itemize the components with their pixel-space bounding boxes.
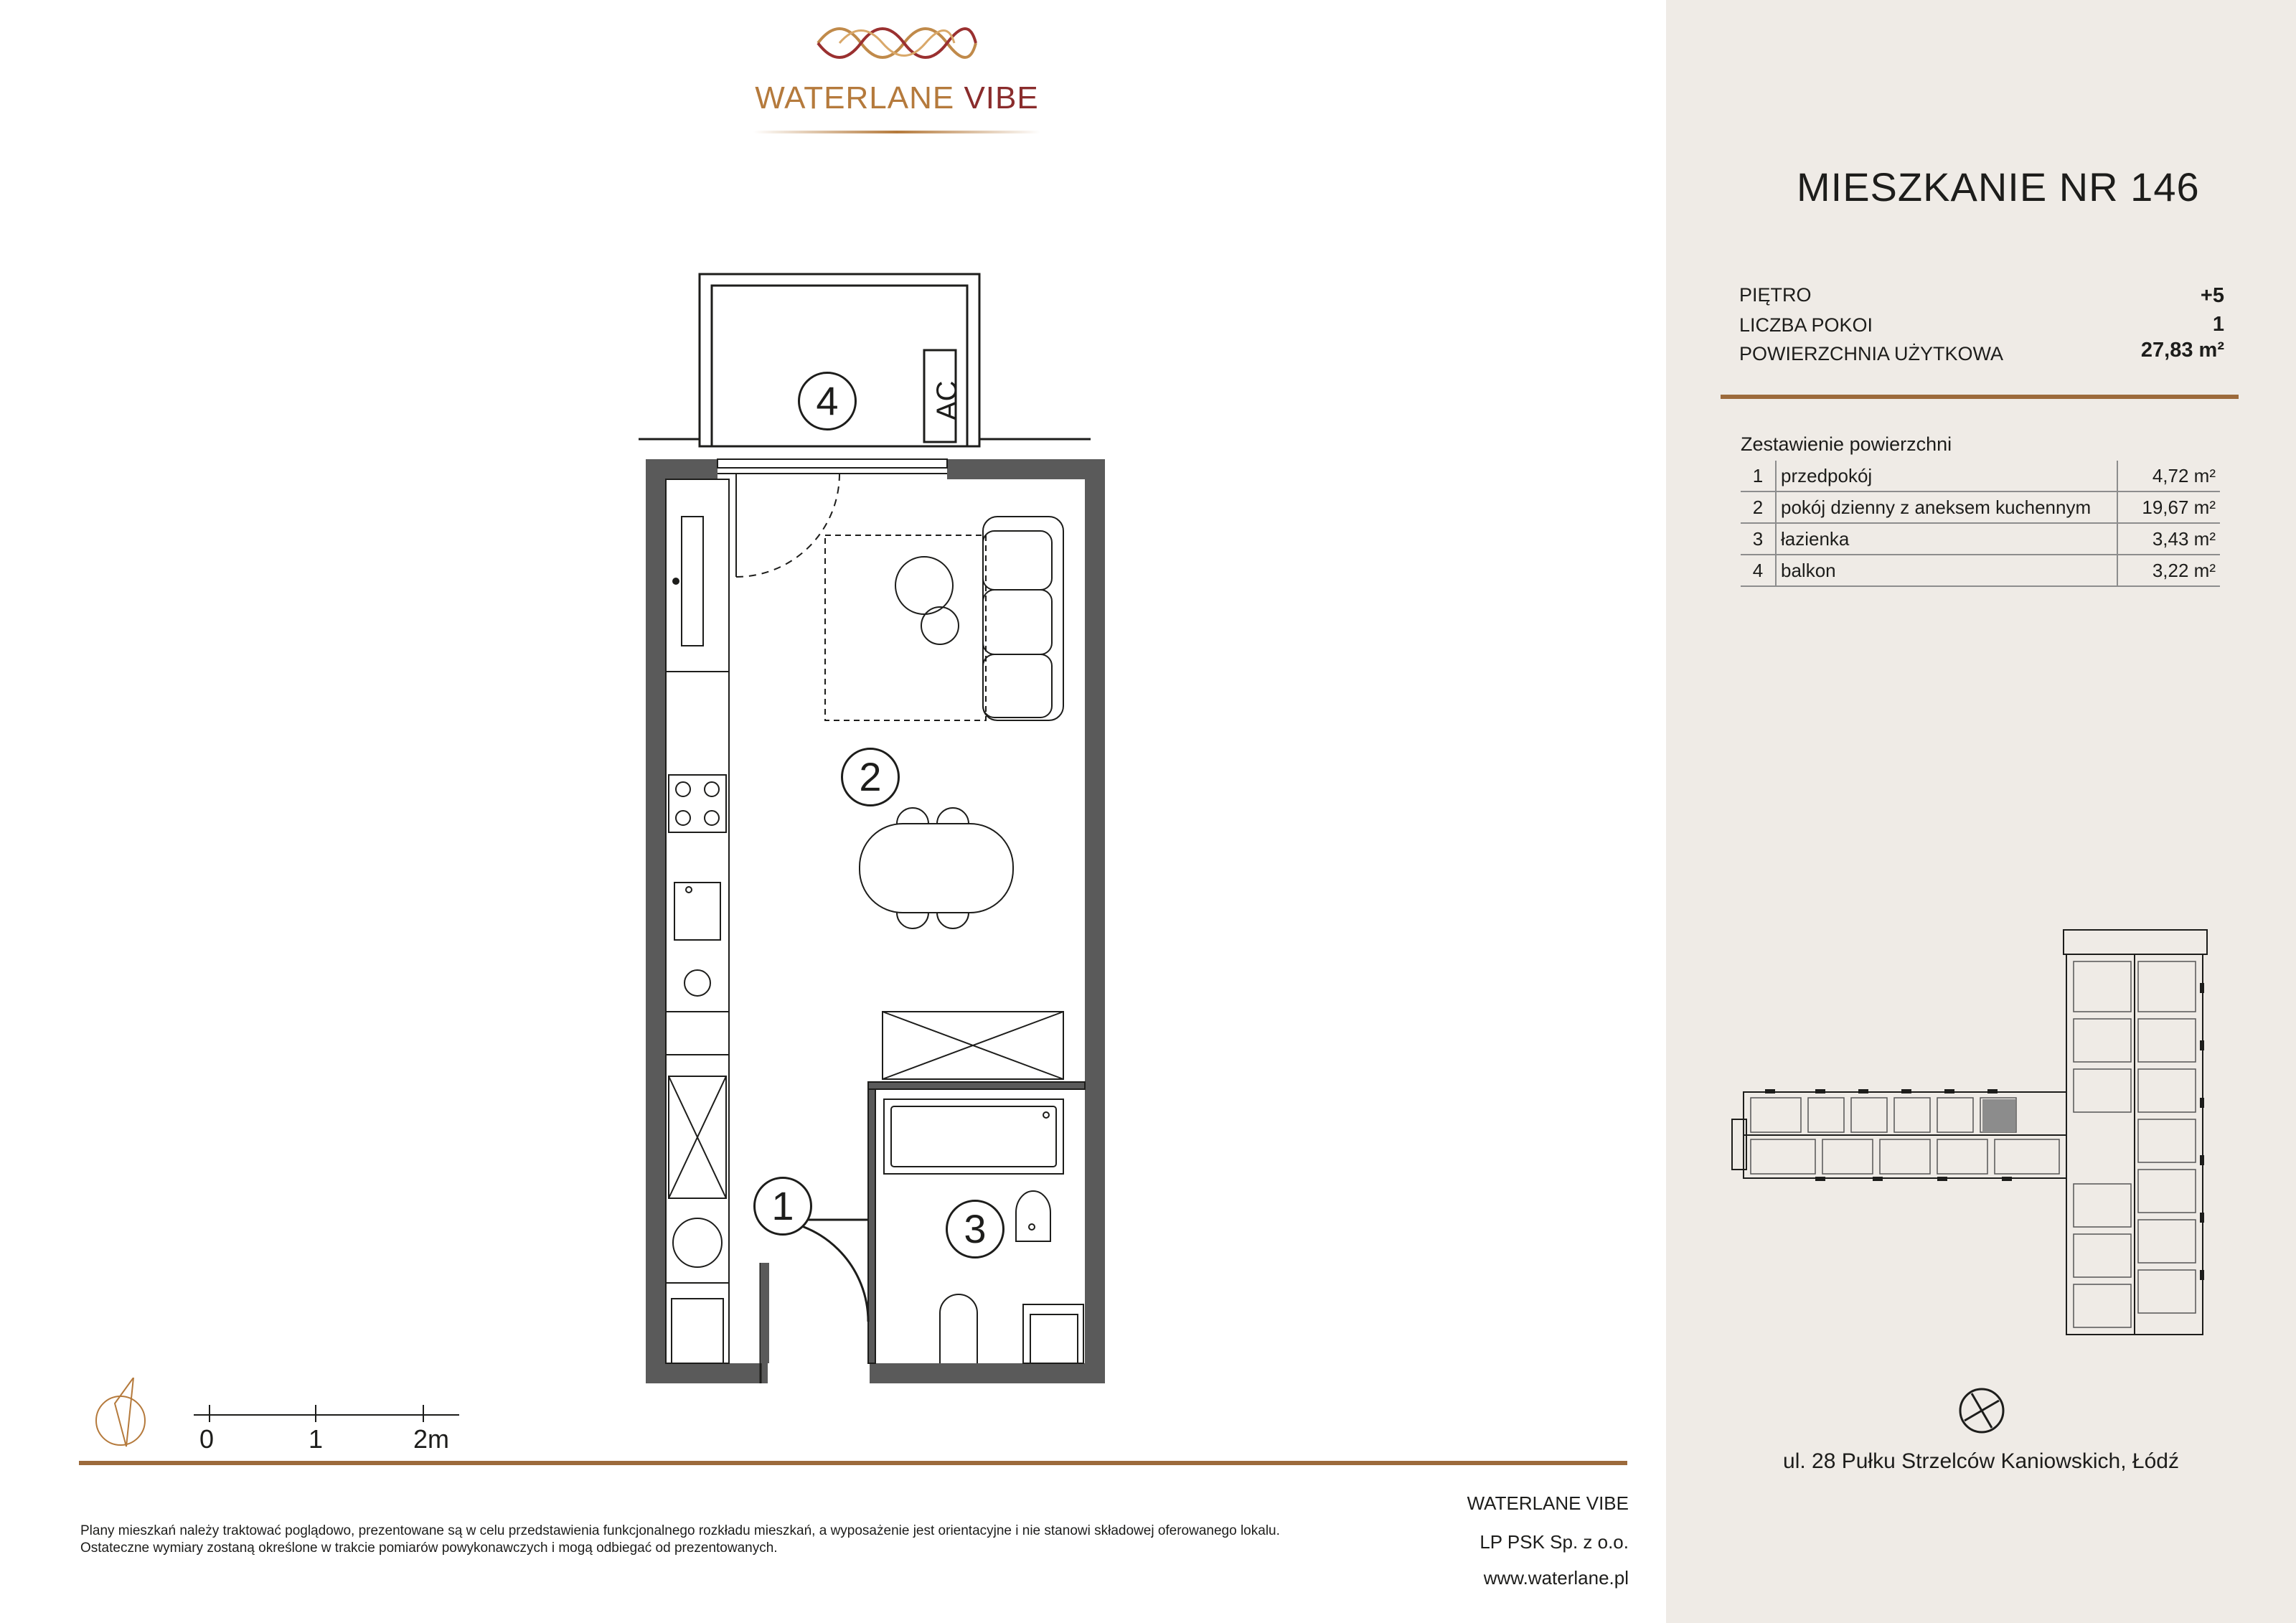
spec-area-value: 27,83 m² (2140, 339, 2224, 362)
areas-heading: Zestawienie powierzchni (1741, 433, 1952, 455)
room-number: 3 (1741, 523, 1776, 555)
room-name: przedpokój (1776, 461, 2117, 491)
highlighted-unit (1982, 1099, 2015, 1132)
logo-wave-icon (811, 14, 983, 72)
disclaimer-line-1: Plany mieszkań należy traktować poglądowo, prezentowane są w celu przedstawienia funkcjonalnego rozkładu mieszkań, a wyposażenie jest orientacyjne i nie stanowi składowej oferowanego lokalu. (80, 1523, 1280, 1538)
kitchen-cabinets (666, 479, 729, 1363)
footer-company: LP PSK Sp. z o.o. (1479, 1531, 1629, 1553)
footer-brand: WATERLANE VIBE (1467, 1492, 1629, 1514)
areas-table (1741, 461, 2220, 587)
spec-floor-value: +5 (2200, 284, 2224, 307)
room-number: 2 (1741, 491, 1776, 523)
room-name: pokój dzienny z aneksem kuchennym (1776, 491, 2117, 523)
footer-website-link[interactable]: www.waterlane.pl (1483, 1567, 1629, 1589)
brand-word-1: WATERLANE (755, 80, 955, 116)
floor-plan (631, 265, 1134, 1399)
table-row (1741, 555, 2220, 586)
disclaimer-line-2: Ostateczne wymiary zostaną określone w trakcie pomiarów powykonawczych i mogą odbiegać od prezentowanych. (80, 1540, 778, 1556)
disclaimer (80, 1523, 1444, 1557)
scale-label-0: 0 (199, 1424, 215, 1454)
room-name: balkon (1776, 555, 2117, 586)
room-number: 4 (1741, 555, 1776, 586)
room-name: łazienka (1776, 523, 2117, 555)
address: ul. 28 Pułku Strzelców Kaniowskich, Łódź (1783, 1449, 2179, 1473)
info-panel (1666, 0, 2296, 1623)
sidebar-divider (1721, 395, 2239, 399)
table-row (1741, 523, 2220, 555)
room-area: 4,72 m² (2117, 461, 2220, 491)
room-area: 3,22 m² (2117, 555, 2220, 586)
compass-icon (96, 1378, 145, 1446)
balcony (639, 274, 1091, 446)
apartment-title: MIESZKANIE NR 146 (1797, 164, 2200, 210)
spec-rooms-label: LICZBA POKOI (1739, 314, 1873, 336)
brand-logo-text (718, 80, 1076, 116)
table-row (1741, 491, 2220, 523)
room-area: 3,43 m² (2117, 523, 2220, 555)
entrance-door (761, 1220, 868, 1383)
brand-word-2: VIBE (964, 80, 1039, 116)
room-area: 19,67 m² (2117, 491, 2220, 523)
ac-label: AC (931, 380, 963, 420)
north-arrow-icon (1956, 1385, 2008, 1436)
table-row (1741, 461, 2220, 491)
scale-label-1: 1 (309, 1424, 324, 1454)
room-number: 1 (1741, 461, 1776, 491)
logo-underline (753, 131, 1040, 133)
room-label-4: 4 (798, 372, 857, 431)
spec-rooms-value: 1 (2212, 313, 2224, 336)
building-key-plan (1729, 926, 2231, 1342)
room-label-1: 1 (753, 1177, 812, 1236)
footer-divider (79, 1461, 1627, 1465)
scale-label-2m: 2m (413, 1424, 450, 1454)
room-label-3: 3 (946, 1200, 1004, 1259)
spec-floor-label: PIĘTRO (1739, 284, 1812, 306)
spec-area-label: POWIERZCHNIA UŻYTKOWA (1739, 343, 2004, 364)
room-label-2: 2 (841, 748, 900, 806)
